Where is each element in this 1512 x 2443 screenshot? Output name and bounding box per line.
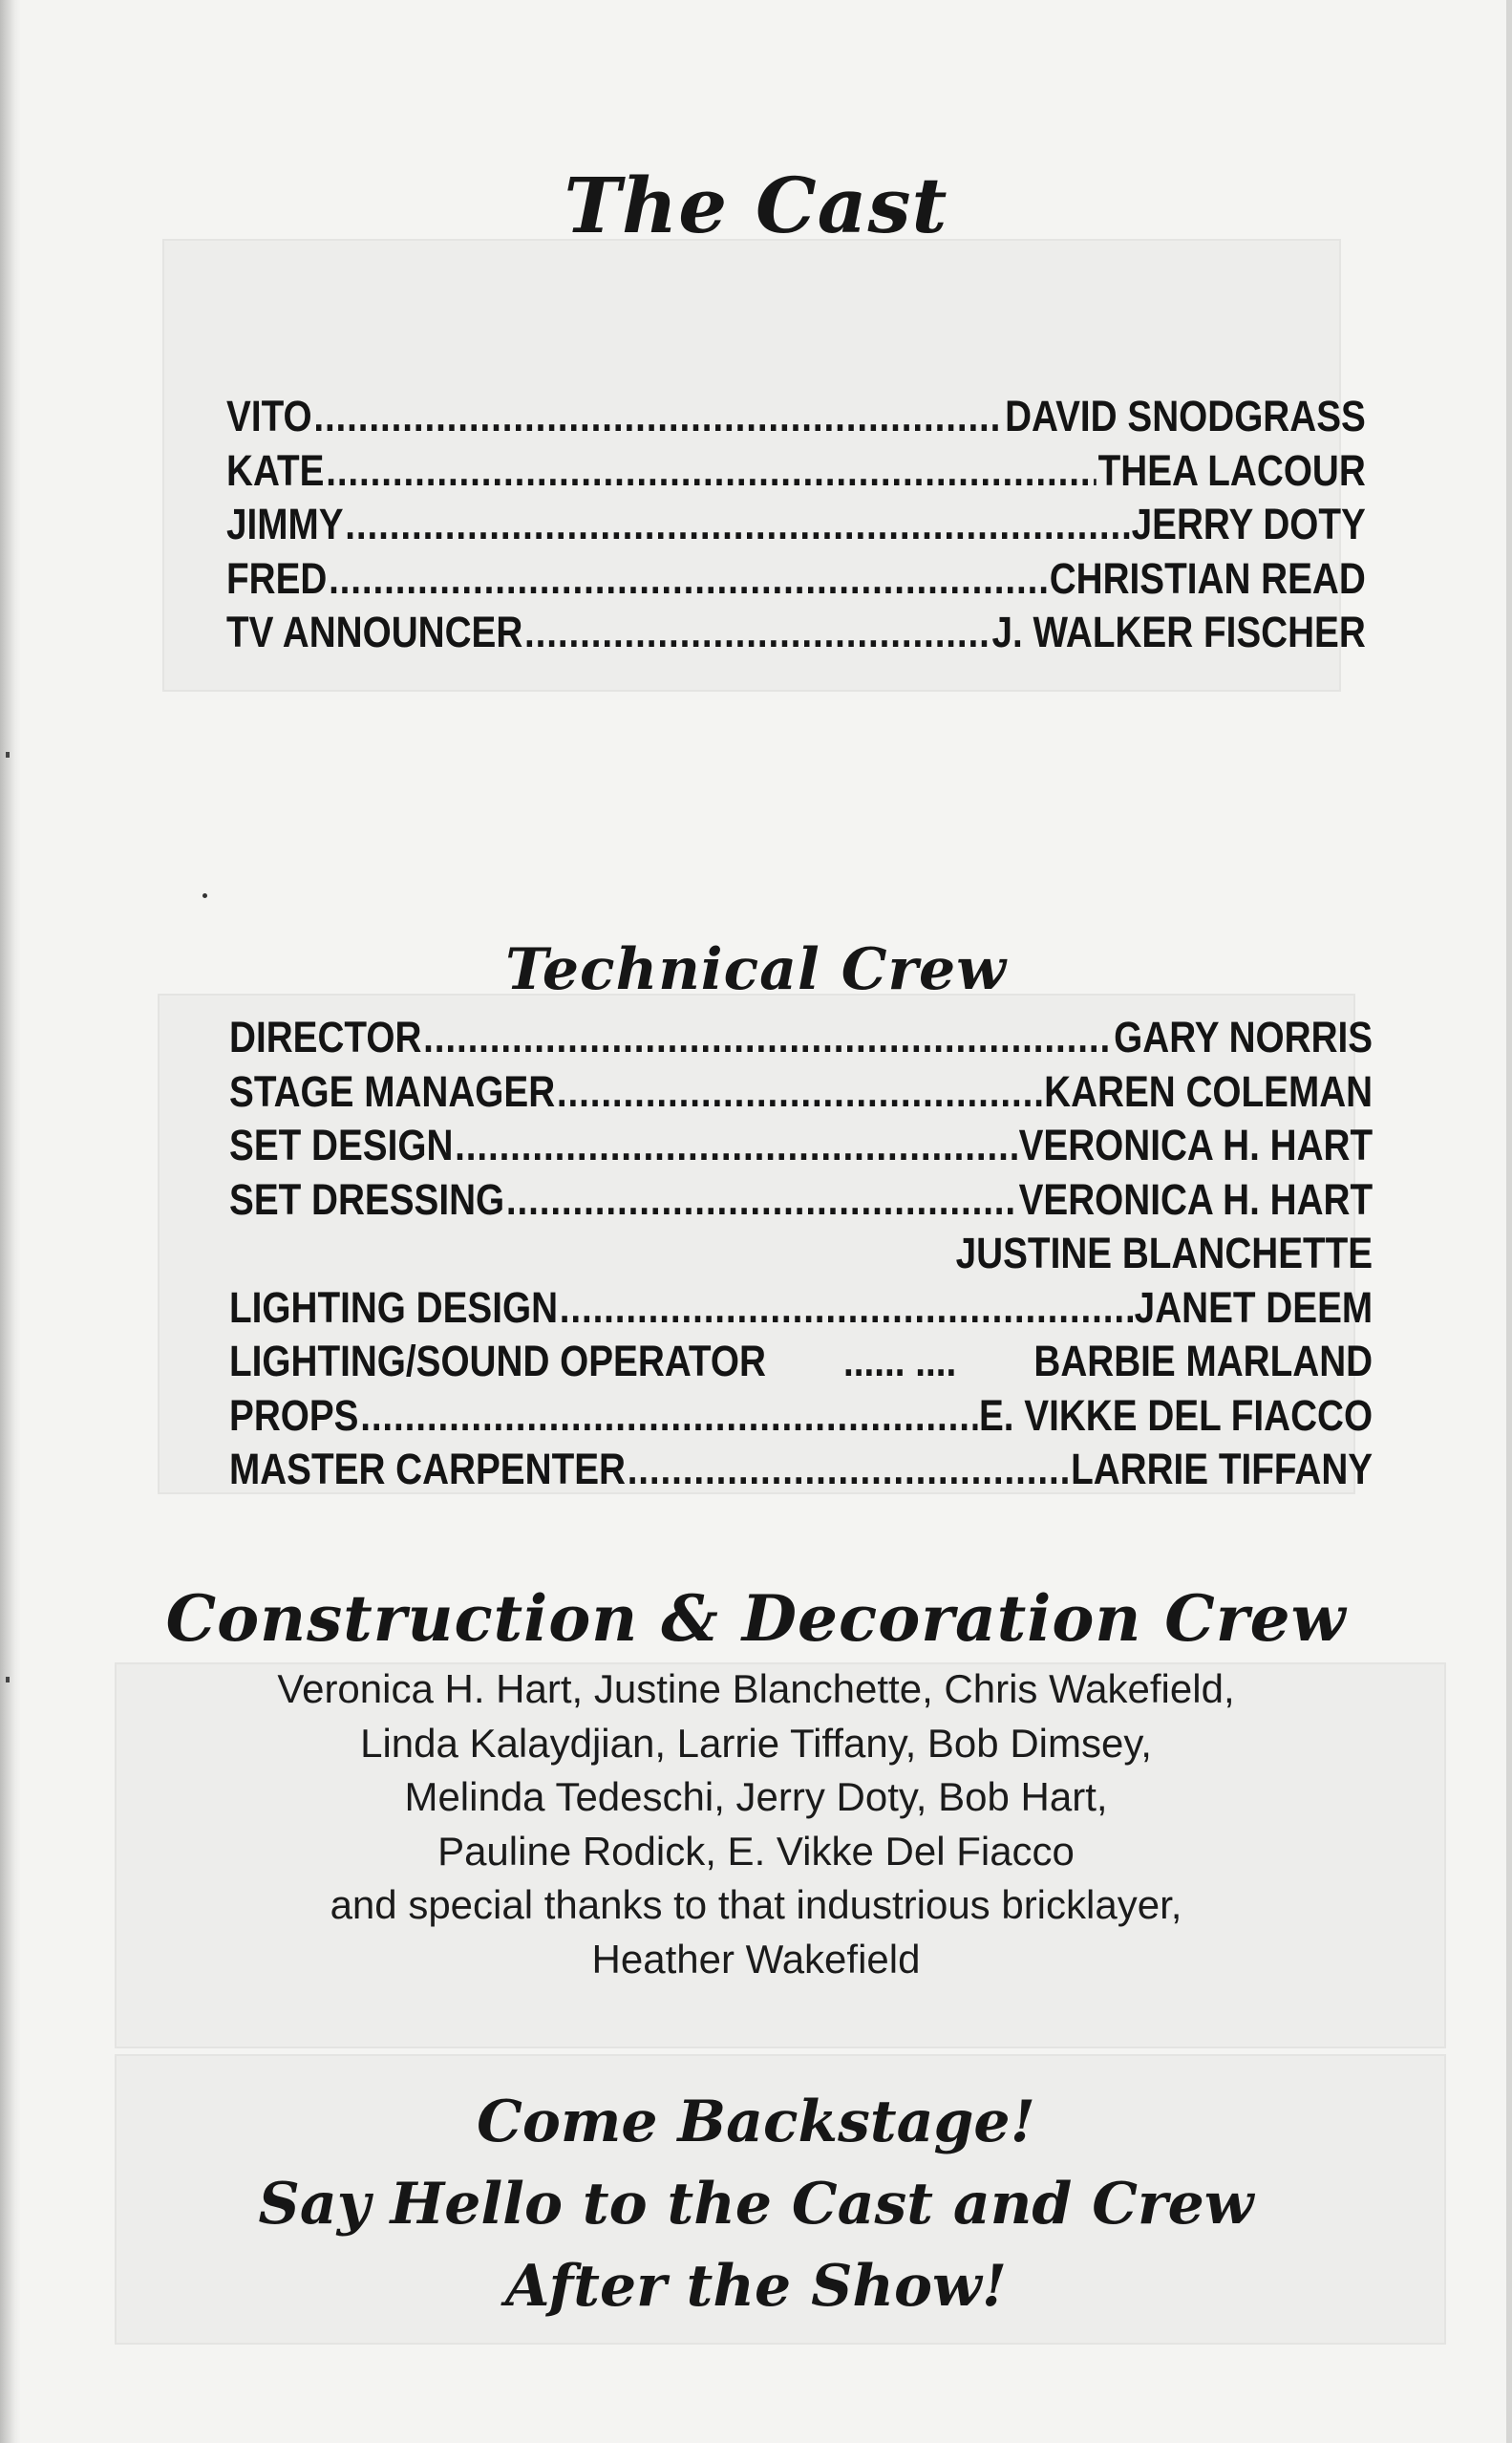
cast-list: [226, 390, 1366, 660]
crew-names-line: Veronica H. Hart, Justine Blanchette, Chris Wakefield,: [277, 1666, 1235, 1711]
page-edge: [1506, 0, 1512, 2443]
crew-names-line: Melinda Tedeschi, Jerry Doty, Bob Hart,: [404, 1774, 1108, 1819]
dot-leader: [560, 1281, 1133, 1336]
role-label: SET DRESSING: [229, 1174, 505, 1224]
crew-names-line: Linda Kalaydjian, Larrie Tiffany, Bob Dimsey,: [360, 1720, 1152, 1766]
cast-row: [226, 552, 1366, 607]
cast-row: [226, 390, 1366, 444]
role-label: LIGHTING/SOUND OPERATOR: [229, 1337, 766, 1385]
crew-name: BARBIE MARLAND: [1033, 1337, 1374, 1385]
performer-name: CHRISTIAN READ: [1049, 553, 1366, 603]
crew-row: [229, 1065, 1373, 1120]
crew-row-continued: [229, 1227, 1373, 1281]
special-thanks-name: Heather Wakefield: [591, 1936, 921, 1982]
dot-leader: [423, 1011, 1112, 1065]
role-label: STAGE MANAGER: [229, 1066, 556, 1116]
cast-row: [226, 606, 1366, 660]
crew-name: KAREN COLEMAN: [1044, 1066, 1374, 1116]
role-label: JIMMY: [226, 500, 344, 548]
construction-crew-heading: Construction & Decoration Crew: [165, 1581, 1347, 1656]
closing-line: After the Show!: [504, 2253, 1008, 2320]
cast-row: [226, 498, 1366, 552]
technical-crew-list: [229, 1011, 1373, 1497]
crew-name: E. VIKKE DEL FIACCO: [978, 1390, 1374, 1440]
crew-name: VERONICA H. HART: [1018, 1121, 1374, 1169]
crew-row: [229, 1389, 1373, 1444]
dot-leader: [524, 606, 990, 660]
closing-line: Say Hello to the Cast and Crew: [258, 2171, 1254, 2238]
crew-row: [229, 1443, 1373, 1497]
crew-name: JANET DEEM: [1134, 1282, 1374, 1332]
binding-mark: [6, 1677, 10, 1682]
short-leader: ...... ....: [842, 1337, 957, 1385]
closing-message: [0, 2081, 1512, 2327]
dot-leader: [326, 444, 1097, 499]
closing-line: Come Backstage!: [477, 2089, 1035, 2155]
dot-leader: [455, 1119, 1017, 1173]
crew-name: GARY NORRIS: [1114, 1013, 1374, 1061]
performer-name: DAVID SNODGRASS: [1005, 392, 1366, 440]
crew-row: [229, 1011, 1373, 1065]
role-label: LIGHTING DESIGN: [229, 1282, 559, 1332]
cast-row: [226, 444, 1366, 499]
page-fold-shadow: [0, 0, 21, 2443]
performer-name: THEA LACOUR: [1097, 445, 1366, 495]
cast-heading: The Cast: [564, 161, 948, 250]
dot-leader: [628, 1443, 1070, 1497]
performer-name: JERRY DOTY: [1131, 500, 1366, 548]
crew-names-line: Pauline Rodick, E. Vikke Del Fiacco: [437, 1828, 1075, 1874]
construction-crew-names: [0, 1662, 1512, 1986]
dot-leader: [557, 1065, 1043, 1120]
crew-row: [229, 1119, 1373, 1173]
technical-crew-heading: Technical Crew: [505, 936, 1007, 1003]
role-label: PROPS: [229, 1390, 359, 1440]
dot-leader: [329, 552, 1048, 607]
dot-leader: [313, 390, 1003, 444]
crew-name: JUSTINE BLANCHETTE: [955, 1229, 1374, 1277]
stray-dot: [202, 893, 207, 898]
role-label: FRED: [226, 553, 328, 603]
role-label: MASTER CARPENTER: [229, 1445, 626, 1493]
dot-leader: [345, 498, 1130, 552]
crew-name: LARRIE TIFFANY: [1071, 1445, 1374, 1493]
dot-leader: [506, 1173, 1017, 1228]
special-thanks-line: and special thanks to that industrious bricklayer,: [330, 1882, 1182, 1927]
crew-name: VERONICA H. HART: [1018, 1174, 1374, 1224]
crew-row: [229, 1335, 1373, 1389]
role-label: DIRECTOR: [229, 1013, 422, 1061]
crew-row: [229, 1281, 1373, 1336]
binding-mark: [6, 752, 10, 758]
role-label: SET DESIGN: [229, 1121, 454, 1169]
dot-leader: [360, 1389, 977, 1444]
role-label: TV ANNOUNCER: [226, 608, 523, 656]
performer-name: J. WALKER FISCHER: [991, 608, 1366, 656]
role-label: KATE: [226, 445, 325, 495]
crew-row: [229, 1173, 1373, 1228]
role-label: VITO: [226, 392, 312, 440]
